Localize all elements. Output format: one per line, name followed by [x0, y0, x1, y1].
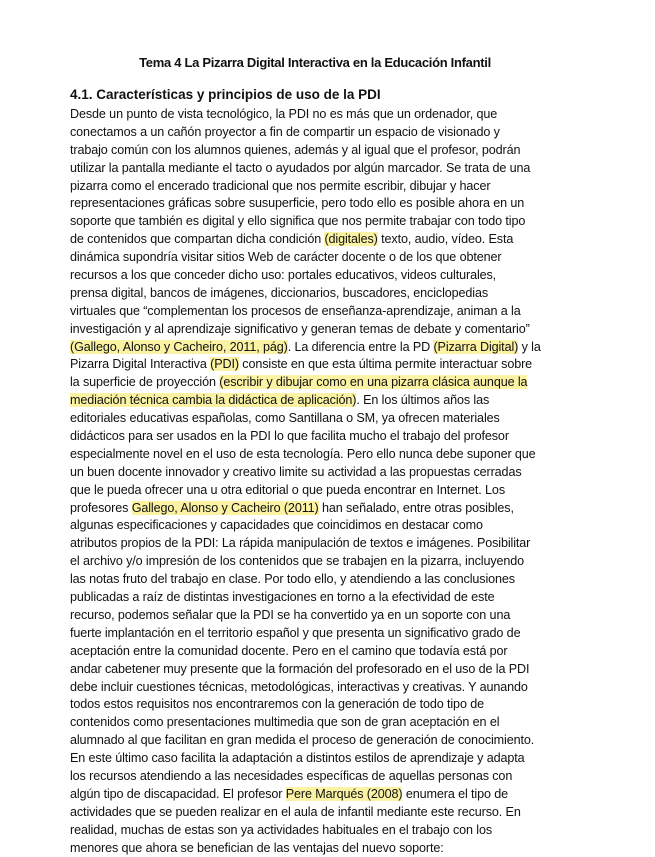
text-segment: soporte que también es digital y ello significa que nos permite trabajar con todo tipo — [70, 214, 526, 229]
text-line — [70, 732, 608, 750]
text-segment: los recursos atendiendo a las necesidades específicas de aquellas personas con — [70, 768, 513, 783]
text-segment: pizarra como el encerado tradicional que nos permite escribir, dibujar y hacer — [70, 178, 491, 193]
text-line — [70, 661, 608, 679]
text-line — [70, 142, 608, 160]
text-line — [70, 517, 608, 535]
text-segment: y la — [518, 339, 541, 354]
text-segment: especialmente novel en el uso de esta tecnología. Pero ello nunca debe suponer que — [70, 446, 536, 461]
text-segment: atributos propios de la PDI: La rápida manipulación de textos e imágenes. Posibilitar — [70, 536, 531, 551]
text-segment: recursos a los que conceder dicho uso: portales educativos, videos culturales, — [70, 268, 497, 283]
text-line — [70, 571, 608, 589]
text-line — [70, 482, 608, 500]
text-line — [70, 195, 608, 213]
text-line — [70, 768, 608, 786]
text-segment: la superficie de proyección — [70, 375, 220, 390]
text-segment: . En los últimos años las — [356, 393, 490, 408]
text-line — [70, 178, 608, 196]
text-line — [70, 446, 608, 464]
text-segment: publicadas a raíz de distintas investigaciones en torno a la efectividad de este — [70, 590, 495, 605]
text-segment: un buen docente innovador y creativo limite su actividad a las propuestas cerradas — [70, 464, 522, 479]
text-line — [70, 213, 608, 231]
text-segment: virtuales que “complementan los procesos de enseñanza-aprendizaje, animan a la — [70, 303, 521, 318]
text-segment: aceptación entre la comunidad docente. Pero en el camino que todavía está por — [70, 643, 508, 658]
text-segment: han señalado, entre otras posibles, — [318, 500, 514, 515]
section-heading: 4.1. Características y principios de uso de la PDI — [70, 87, 381, 102]
text-segment: Desde un punto de vista tecnológico, la PDI no es más que un ordenador, que — [70, 107, 498, 121]
text-segment: texto, audio, vídeo. Esta — [377, 232, 514, 247]
text-line — [70, 339, 608, 357]
text-line — [70, 822, 608, 840]
text-segment: representaciones gráficas sobre susuperficie, pero todo ello es posible ahora en un — [70, 196, 525, 211]
text-line — [70, 589, 608, 607]
body-paragraph — [70, 106, 608, 857]
text-segment: algún tipo de discapacidad. El profesor — [70, 786, 286, 801]
text-segment: recurso, podemos señalar que la PDI se ha convertido ya en un soporte con una — [70, 607, 511, 622]
text-segment: andar cabetener muy presente que la formación del profesorado en el uso de la PDI — [70, 661, 530, 676]
text-line — [70, 285, 608, 303]
text-segment: alumnado al que facilitan en gran medida el proceso de generación de conocimiento. — [70, 733, 535, 748]
text-line — [70, 267, 608, 285]
text-segment: profesores — [70, 500, 132, 515]
text-line — [70, 840, 608, 857]
text-segment: algunas especificaciones y capacidades que coincidimos en destacar como — [70, 518, 483, 533]
highlighted-text: (Gallego, Alonso y Cacheiro, 2011, pág) — [70, 339, 288, 354]
text-segment: las notas fruto del trabajo en clase. Por todo ello, y atendiendo a las conclusiones — [70, 572, 515, 587]
text-segment: consiste en que esta última permite interactuar sobre — [238, 357, 533, 372]
text-line — [70, 249, 608, 267]
text-line — [70, 714, 608, 732]
text-segment: todos estos requisitos nos encontraremos con la generación de todo tipo de — [70, 697, 484, 712]
text-segment: trabajo común con los alumnos quienes, además y al igual que el profesor, podrán — [70, 142, 521, 157]
text-line — [70, 500, 608, 518]
text-line — [70, 625, 608, 643]
text-segment: fuerte implantación en el territorio español y que presenta un significativo grado de — [70, 625, 521, 640]
highlighted-text: mediación técnica cambia la didáctica de aplicación) — [70, 393, 357, 408]
text-line — [70, 231, 608, 249]
text-segment: En este último caso facilita la adaptación a distintos estilos de aprendizaje y adapta — [70, 751, 525, 766]
text-line — [70, 750, 608, 768]
highlighted-text: (digitales) — [324, 232, 378, 247]
text-segment: . La diferencia entre la PD — [287, 339, 434, 354]
text-segment: dinámica supondría visitar sitios Web de carácter docente o de los que obtener — [70, 250, 502, 265]
text-segment: Pizarra Digital Interactiva — [70, 357, 211, 372]
text-line — [70, 464, 608, 482]
document-title: Tema 4 La Pizarra Digital Interactiva en la Educación Infantil — [139, 55, 491, 70]
highlighted-text: (Pizarra Digital) — [433, 339, 519, 354]
text-segment: que le pueda ofrecer una u otra editorial o que pueda encontrar en Internet. Los — [70, 482, 505, 497]
text-line — [70, 535, 608, 553]
text-line — [70, 607, 608, 625]
text-segment: investigación y al aprendizaje significativo y generan temas de debate y comentario” — [70, 321, 530, 336]
highlighted-text: Gallego, Alonso y Cacheiro (2011) — [131, 500, 319, 515]
text-line — [70, 124, 608, 142]
text-segment: realidad, muchas de estas son ya actividades habituales en el trabajo con los — [70, 822, 493, 837]
text-line — [70, 786, 608, 804]
text-segment: menores que ahora se benefician de las ventajas del nuevo soporte: — [70, 840, 444, 855]
highlighted-text: Pere Marqués (2008) — [285, 786, 403, 801]
text-line — [70, 303, 608, 321]
text-line — [70, 356, 608, 374]
text-line — [70, 374, 608, 392]
text-line — [70, 392, 608, 410]
text-line — [70, 696, 608, 714]
text-line — [70, 106, 608, 124]
highlighted-text: (escribir y dibujar como en una pizarra clásica aunque la — [219, 375, 528, 390]
text-segment: utilizar la pantalla mediante el tacto o ayudados por algún marcador. Se trata de una — [70, 160, 531, 175]
text-segment: contenidos como presentaciones multimedia que son de gran aceptación en el — [70, 715, 500, 730]
highlighted-text: (PDI) — [210, 357, 239, 372]
text-segment: prensa digital, bancos de imágenes, diccionarios, buscadores, enciclopedias — [70, 285, 489, 300]
text-segment: enumera el tipo de — [402, 786, 509, 801]
text-line — [70, 321, 608, 339]
text-line — [70, 679, 608, 697]
text-segment: conectamos a un cañón proyector a fin de compartir un espacio de visionado y — [70, 124, 500, 139]
text-segment: editoriales educativas españolas, como Santillana o SM, ya ofrecen materiales — [70, 411, 500, 426]
text-line — [70, 160, 608, 178]
text-line — [70, 643, 608, 661]
text-segment: de contenidos que compartan dicha condición — [70, 232, 325, 247]
text-line — [70, 428, 608, 446]
text-line — [70, 804, 608, 822]
text-segment: el archivo y/o impresión de los contenidos que se trabajen en la pizarra, incluyendo — [70, 554, 525, 569]
text-segment: didácticos para ser usados en la PDI lo que facilita mucho el trabajo del profesor — [70, 429, 509, 444]
text-line — [70, 410, 608, 428]
text-segment: debe incluir cuestiones técnicas, metodológicas, interactivas y creativas. Y aunando — [70, 679, 528, 694]
text-segment: actividades que se pueden realizar en el aula de infantil mediante este recurso. En — [70, 804, 521, 819]
text-line — [70, 553, 608, 571]
